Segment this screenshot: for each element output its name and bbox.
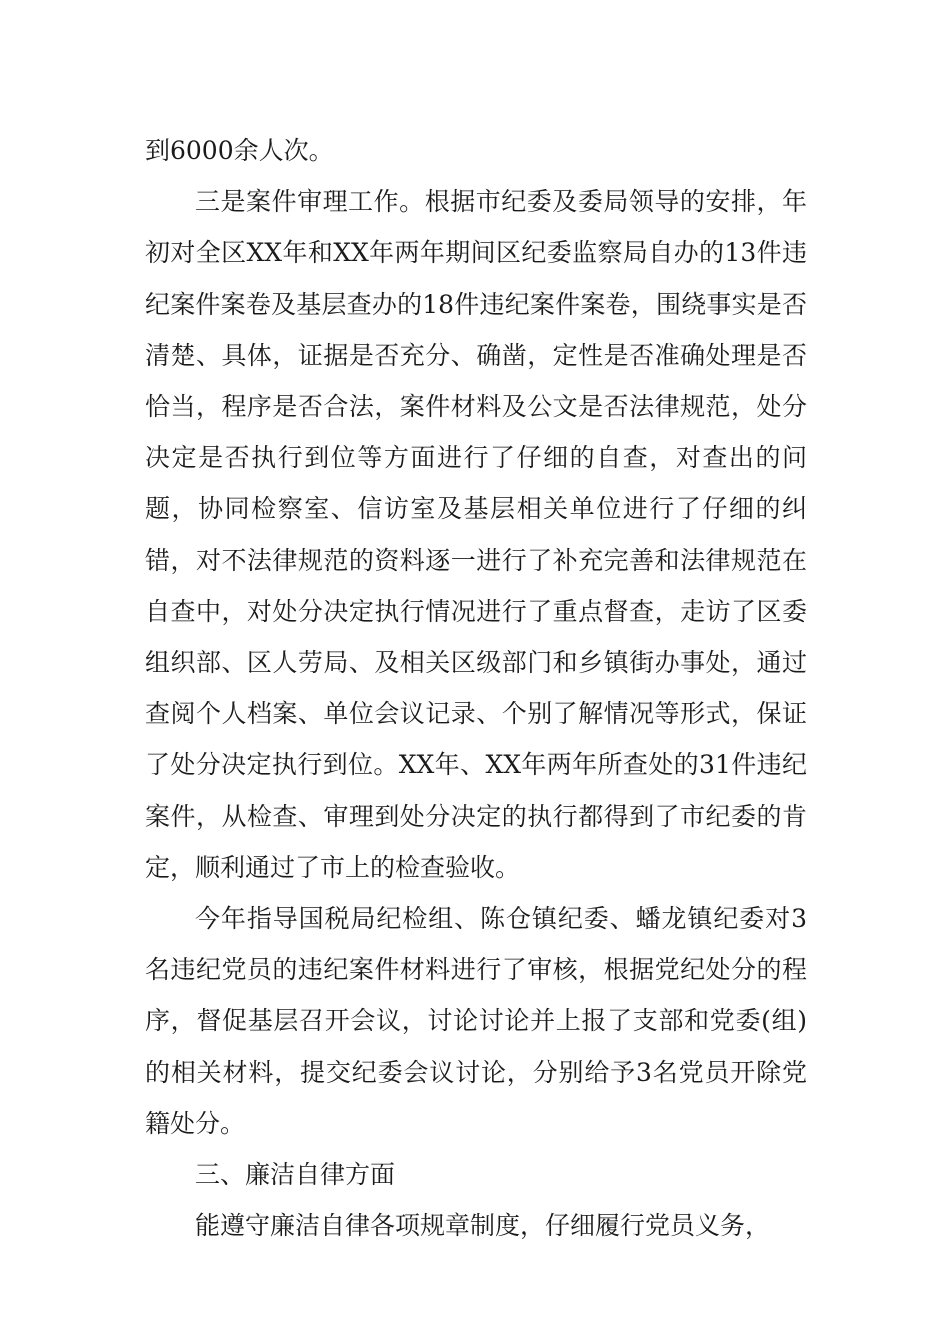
paragraph-integrity: 能遵守廉洁自律各项规章制度，仔细履行党员义务，	[195, 1211, 771, 1241]
section-heading: 三、廉洁自律方面	[195, 1160, 396, 1190]
paragraph-guidance: 今年指导国税局纪检组、陈仓镇纪委、蟠龙镇纪委对3名违纪党员的违纪案件材料进行了审核，根据党纪处分的程序，督促基层召开会议，讨论讨论并上报了支部和党委(组)的相关材料，提交纪委会议讨论，分别给予3名党员开除党籍处分。	[145, 904, 807, 1138]
document-page	[145, 125, 807, 1251]
paragraph-continuation: 到6000余人次。	[145, 136, 334, 165]
paragraph-case-review: 三是案件审理工作。根据市纪委及委局领导的安排，年初对全区XX年和XX年两年期间区纪委监察局自办的13件违纪案件案卷及基层查办的18件违纪案件案卷，围绕事实是否清楚、具体，证据是否充分、确凿，定性是否准确处理是否恰当，程序是否合法，案件材料及公文是否法律规范，处分决定是否执行到位等方面进行了仔细的自查，对查出的问题，协同检察室、信访室及基层相关单位进行了仔细的纠错，对不法律规范的资料逐一进行了补充完善和法律规范在自查中，对处分决定执行情况进行了重点督查，走访了区委组织部、区人劳局、及相关区级部门和乡镇街办事处，通过查阅个人档案、单位会议记录、个别了解情况等形式，保证了处分决定执行到位。XX年、XX年两年所查处的31件违纪案件，从检查、审理到处分决定的执行都得到了市纪委的肯定，顺利通过了市上的检查验收。	[145, 187, 807, 882]
